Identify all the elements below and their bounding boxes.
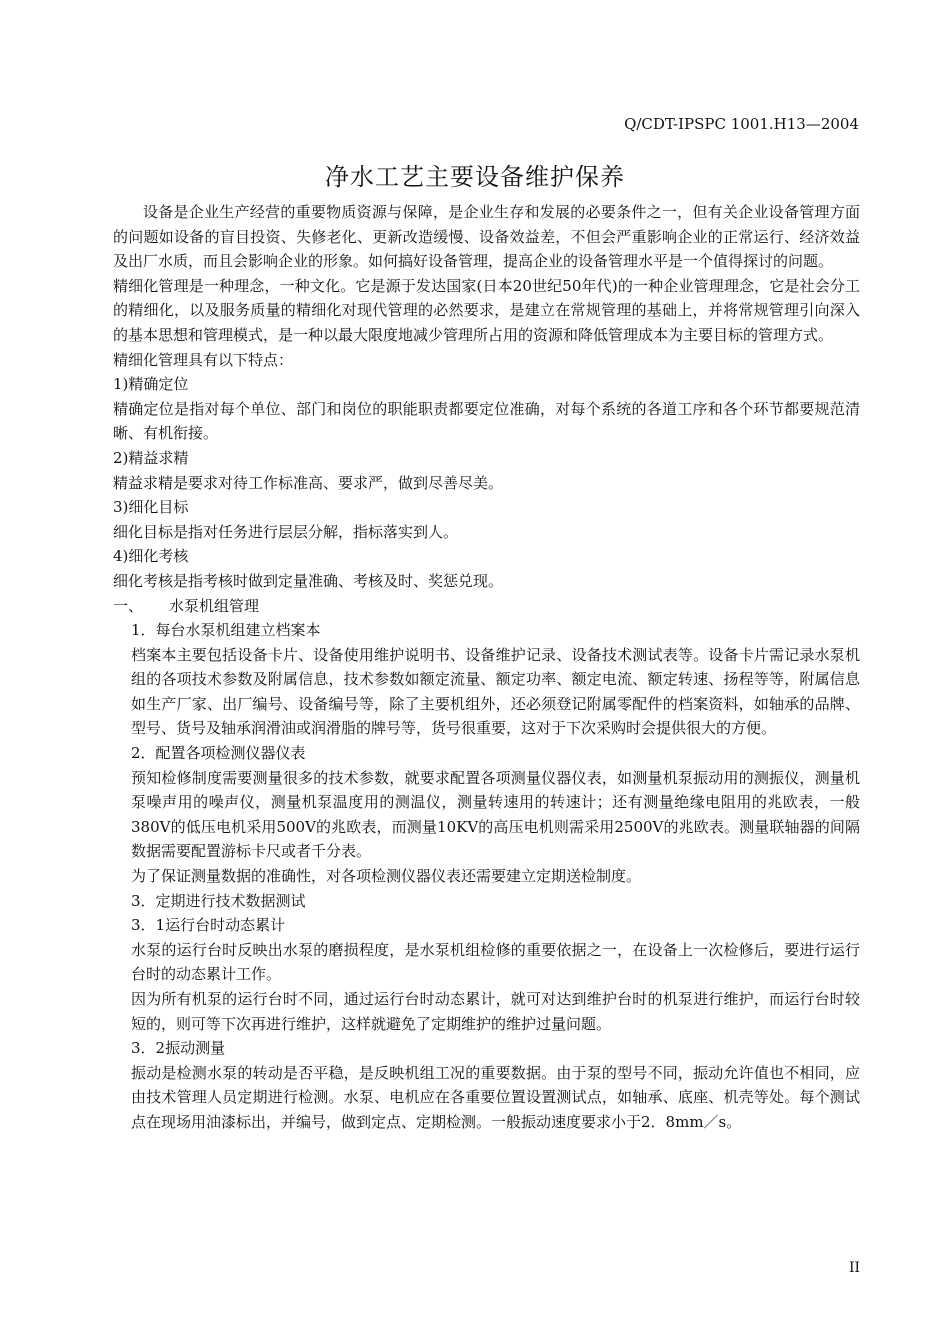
item-paragraph: 预知检修制度需要测量很多的技术参数，就要求配置各项测量仪器仪表，如测量机泵振动用的测振仪，测量机泵噪声用的噪声仪，测量机泵温度用的测温仪，测量转速用的转速计；还有测量绝缘电阻用的兆欧表，一般380V的低压电机采用500V的兆欧表，而测量10KV的高压电机则需采用2500V的兆欧表。测量联轴器的间隔数据需要配置游标卡尺或者千分表。 bbox=[131, 768, 860, 861]
feature-text: 细化目标是指对任务进行层层分解，指标落实到人。 bbox=[113, 522, 459, 541]
item-heading: 1．每台水泵机组建立档案本 bbox=[131, 621, 321, 640]
item-heading: 3．定期进行技术数据测试 bbox=[131, 891, 306, 910]
item-heading: 2．配置各项检测仪器仪表 bbox=[131, 744, 306, 763]
feature-text: 精确定位是指对每个单位、部门和岗位的职能职责都要定位准确，对每个系统的各道工序和各个环节都要规范清晰、有机衔接。 bbox=[113, 399, 860, 443]
page-number: II bbox=[848, 1260, 860, 1276]
intro-paragraph: 精细化管理具有以下特点： bbox=[113, 350, 294, 369]
item-paragraph: 因为所有机泵的运行台时不同，通过运行台时动态累计，就可对达到维护台时的机泵进行维护，而运行台时较短的，则可等下次再进行维护，这样就避免了定期维护的维护过量问题。 bbox=[131, 990, 860, 1033]
intro-paragraph: 精细化管理是一种理念，一种文化。它是源于发达国家(日本20世纪50年代)的一种企业管理理念，它是社会分工的精细化，以及服务质量的精细化对现代管理的必然要求，是建立在常规管理的基础上，并将常规管理引向深入的基本思想和管理模式，是一种以最大限度地减少管理所占用的资源和降低管理成本为主要目标的管理方式。 bbox=[113, 276, 860, 344]
item-paragraph: 档案本主要包括设备卡片、设备使用维护说明书、设备维护记录、设备技术测试表等。设备卡片需记录水泵机组的各项技术参数及附属信息，技术参数如额定流量、额定功率、额定电流、额定转速、扬程等等，附属信息如生产厂家、出厂编号、设备编号等，除了主要机组外，还必须登记附属零配件的档案资料，如轴承的品牌、型号、货号及轴承润滑油或润滑脂的牌号等，货号很重要，这对于下次采购时会提供很大的方便。 bbox=[131, 645, 860, 738]
document-code: Q/CDT-IPSPC 1001.H13—2004 bbox=[624, 115, 859, 133]
item-paragraph: 振动是检测水泵的转动是否平稳，是反映机组工况的重要数据。由于泵的型号不同，振动允许值也不相同，应由技术管理人员定期进行检测。水泵、电机应在各重要位置设置测试点，如轴承、底座、机壳等处。每个测试点在现场用油漆标出，并编号，做到定点、定期检测。一般振动速度要求小于2．8mm／s。 bbox=[131, 1063, 860, 1131]
item-paragraph: 为了保证测量数据的准确性，对各项检测仪器仪表还需要建立定期送检制度。 bbox=[131, 867, 642, 886]
feature-text: 精益求精是要求对待工作标准高、要求严，做到尽善尽美。 bbox=[113, 473, 504, 492]
section-heading bbox=[113, 594, 860, 619]
section-content bbox=[113, 618, 860, 1134]
section-number: 一、 bbox=[113, 596, 144, 615]
item-paragraph: 水泵的运行台时反映出水泵的磨损程度，是水泵机组检修的重要依据之一，在设备上一次检修后，要进行运行台时的动态累计工作。 bbox=[131, 940, 860, 984]
feature-heading: 3)细化目标 bbox=[113, 498, 189, 517]
item-heading: 3．1运行台时动态累计 bbox=[131, 916, 286, 935]
feature-heading: 1)精确定位 bbox=[113, 375, 189, 394]
feature-heading: 2)精益求精 bbox=[113, 448, 189, 467]
document-body bbox=[113, 200, 860, 1135]
feature-heading: 4)细化考核 bbox=[113, 547, 189, 566]
page-title: 净水工艺主要设备维护保养 bbox=[325, 163, 625, 191]
intro-paragraph: 设备是企业生产经营的重要物质资源与保障，是企业生存和发展的必要条件之一，但有关企业设备管理方面的问题如设备的盲目投资、失修老化、更新改造缓慢、设备效益差，不但会严重影响企业的正常运行、经济效益及出厂水质，而且会影响企业的形象。如何搞好设备管理，提高企业的设备管理水平是一个值得探讨的问题。 bbox=[113, 203, 860, 271]
section-title: 水泵机组管理 bbox=[169, 596, 260, 615]
feature-text: 细化考核是指考核时做到定量准确、考核及时、奖惩兑现。 bbox=[113, 571, 504, 590]
item-heading: 3．2振动测量 bbox=[131, 1039, 226, 1058]
